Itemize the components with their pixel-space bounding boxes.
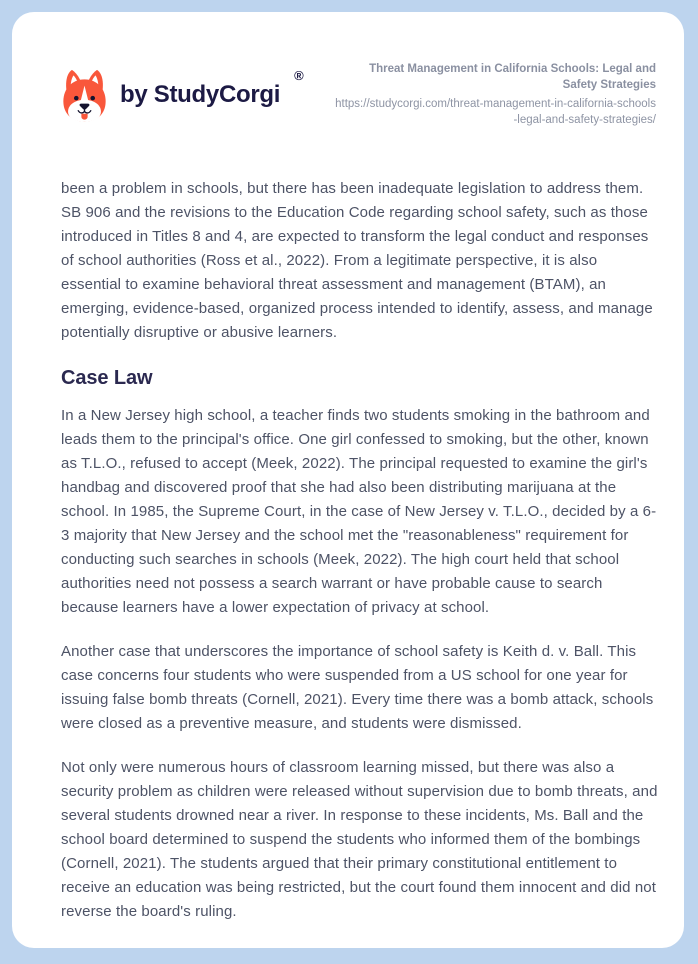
lead-paragraph: been a problem in schools, but there has been inadequate legislation to address them. SB 906 and the revisions to the Education Code regarding school safety, such as those introduced in Titles 8 and 4, are expected to transform the legal conduct and responses of school authorities (Ross et al., 2022). From a legitimate perspective, it is also essential to examine behavioral threat assessment and management (BTAM), an emerging, evidence-based, organized process intended to identify, assess, and manage potentially disruptive or abusive learners. bbox=[61, 180, 653, 342]
paragraph-keith-v-ball: Another case that underscores the importance of school safety is Keith d. v. Ball. This case concerns four students who were suspended from a US school for one year for issuing false bomb threats (Cornell, 2021). Every time there was a bomb attack, schools were closed as a preventive measure, and students were dismissed. bbox=[61, 643, 654, 733]
document-url-link[interactable]: https://studycorgi.com/threat-management-in-california-schools-legal-and-safety-strategies/ bbox=[335, 97, 656, 126]
registered-trademark-symbol: ® bbox=[294, 68, 304, 84]
document-card bbox=[12, 12, 684, 948]
document-title: Threat Management in California Schools: Legal and Safety Strategies bbox=[369, 63, 656, 91]
paragraph-tlo-case: In a New Jersey high school, a teacher finds two students smoking in the bathroom and leads them to the principal's office. One girl confessed to smoking, but the other, known as T.L.O., refused to accept (Meek, 2022). The principal requested to examine the girl's handbag and discovered proof that she had also been distributing marijuana at the school. In 1985, the Supreme Court, in the case of New Jersey v. T.L.O., decided by a 6-3 majority that New Jersey and the school met the "reasonableness" requirement for conducting such searches in schools (Meek, 2022). The high court held that school authorities need not possess a search warrant or have probable cause to search because learners have a lower expectation of privacy at school. bbox=[61, 407, 657, 617]
article-body bbox=[12, 128, 684, 924]
section-heading-case-law: Case Law bbox=[61, 367, 153, 390]
corgi-logo-icon bbox=[61, 66, 108, 124]
brand-logo[interactable] bbox=[61, 66, 304, 124]
document-meta bbox=[334, 62, 656, 128]
paragraph-bomb-threats: Not only were numerous hours of classroom learning missed, but there was also a security problem as children were released without supervision due to bomb threats, and several students drowned near a river. In response to these incidents, Ms. Ball and the school board determined to suspend the students who informed them of the bombings (Cornell, 2021). The students argued that their primary constitutional entitlement to receive an education was being restricted, but the court found them innocent and did not reverse the board's ruling. bbox=[61, 759, 658, 921]
card-header bbox=[12, 12, 684, 128]
brand-wordmark: by StudyCorgi bbox=[120, 81, 281, 109]
